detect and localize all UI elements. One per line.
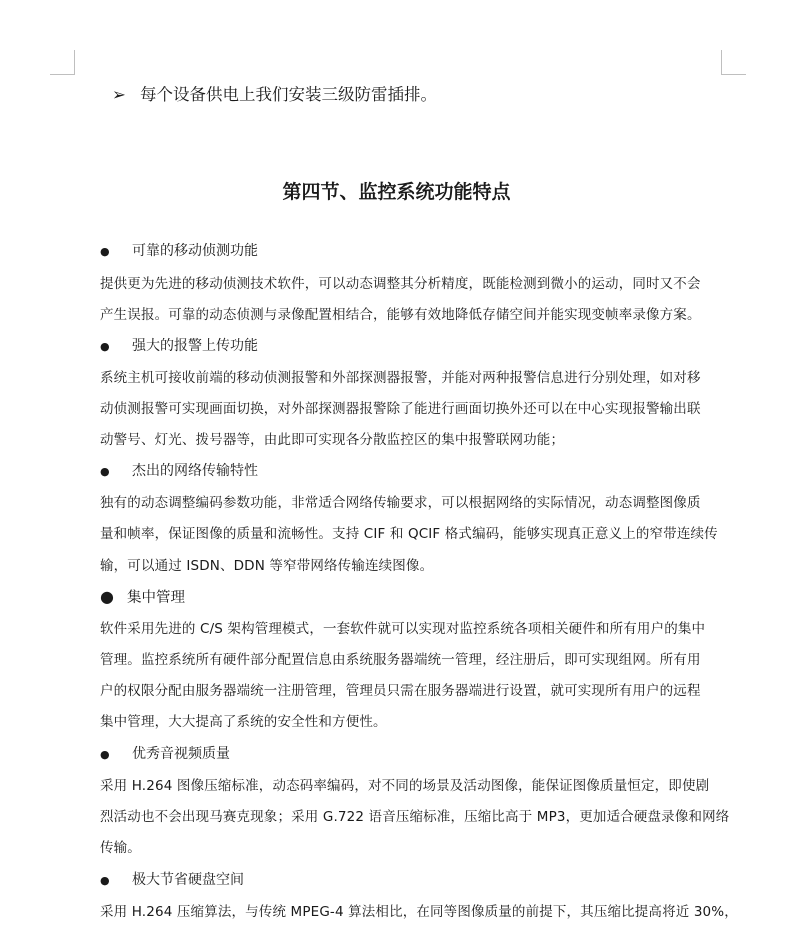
feature-title: 可靠的移动侦测功能 <box>132 243 258 259</box>
feature-title: 优秀音视频质量 <box>132 746 230 762</box>
page-corner-mark-top-right <box>721 50 746 75</box>
section-title: 第四节、监控系统功能特点 <box>282 181 511 203</box>
feature-title: 极大节省硬盘空间 <box>132 872 244 888</box>
paragraph-line: 产生误报。可靠的动态侦测与录像配置相结合，能够有效地降低存储空间并能实现变帧率录像方案。 <box>100 307 701 323</box>
paragraph-line: 系统主机可接收前端的移动侦测报警和外部探测器报警，并能对两种报警信息进行分别处理，如对移 <box>100 370 701 386</box>
feature-heading <box>100 241 258 262</box>
feature-heading <box>100 744 230 765</box>
paragraph-line: 动侦测报警可实现画面切换，对外部探测器报警除了能进行画面切换外还可以在中心实现报警输出联 <box>100 401 701 417</box>
paragraph-line: 输，可以通过 ISDN、DDN 等窄带网络传输连续图像。 <box>100 558 434 574</box>
bullet-icon: ● <box>100 748 110 761</box>
feature-heading <box>100 336 258 357</box>
paragraph-line: 管理。监控系统所有硬件部分配置信息由系统服务器端统一管理，经注册后，即可实现组网。所有用 <box>100 652 701 668</box>
arrow-list-item-text: 每个设备供电上我们安装三级防雷插排。 <box>140 85 437 104</box>
feature-heading <box>100 587 185 608</box>
feature-title: 杰出的网络传输特性 <box>132 463 258 479</box>
bullet-icon: ● <box>100 465 110 478</box>
paragraph-line: 独有的动态调整编码参数功能，非常适合网络传输要求，可以根据网络的实际情况，动态调整图像质 <box>100 495 701 511</box>
page-corner-mark-top-left <box>50 50 75 75</box>
feature-heading <box>100 461 258 482</box>
feature-title: 集中管理 <box>127 590 185 606</box>
bullet-icon: ● <box>100 340 110 353</box>
bullet-icon: ● <box>100 245 110 258</box>
paragraph-line: 动警号、灯光、拨号器等，由此即可实现各分散监控区的集中报警联网功能； <box>100 432 565 448</box>
feature-heading <box>100 870 244 891</box>
bullet-icon: ● <box>100 874 110 887</box>
paragraph-line: 采用 H.264 压缩算法，与传统 MPEG-4 算法相比，在同等图像质量的前提下，其压缩比提高将近 30%， <box>100 904 738 920</box>
arrow-list-item <box>112 82 437 108</box>
paragraph-line: 集中管理，大大提高了系统的安全性和方便性。 <box>100 714 387 730</box>
paragraph-line: 传输。 <box>100 840 141 856</box>
arrow-bullet-icon: ➢ <box>112 85 126 104</box>
paragraph-line: 户的权限分配由服务器端统一注册管理，管理员只需在服务器端进行设置，就可实现所有用户的远程 <box>100 683 701 699</box>
feature-title: 强大的报警上传功能 <box>132 338 258 354</box>
paragraph-line: 烈活动也不会出现马赛克现象；采用 G.722 语音压缩标准，压缩比高于 MP3，更加适合硬盘录像和网络 <box>100 809 730 825</box>
bullet-icon: ● <box>100 587 114 606</box>
paragraph-line: 软件采用先进的 C/S 架构管理模式，一套软件就可以实现对监控系统各项相关硬件和所有用户的集中 <box>100 621 706 637</box>
paragraph-line: 采用 H.264 图像压缩标准，动态码率编码，对不同的场景及活动图像，能保证图像质量恒定，即使剧 <box>100 778 710 794</box>
paragraph-line: 量和帧率，保证图像的质量和流畅性。支持 CIF 和 QCIF 格式编码，能够实现真正意义上的窄带连续传 <box>100 526 718 542</box>
paragraph-line: 提供更为先进的移动侦测技术软件，可以动态调整其分析精度，既能检测到微小的运动，同时又不会 <box>100 276 701 292</box>
